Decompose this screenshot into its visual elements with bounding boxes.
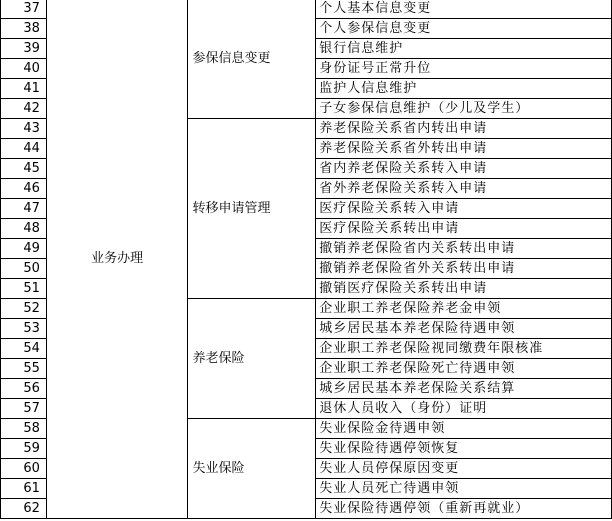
item-cell: 身份证号正常升位 — [316, 59, 612, 79]
item-cell: 城乡居民基本养老保险待遇申领 — [316, 319, 612, 339]
item-cell: 监护人信息维护 — [316, 79, 612, 99]
row-number: 45 — [1, 159, 47, 179]
row-number: 41 — [1, 79, 47, 99]
item-cell: 医疗保险关系转入申请 — [316, 199, 612, 219]
table-row — [1, 0, 612, 19]
item-cell: 企业职工养老保险视同缴费年限核准 — [316, 339, 612, 359]
row-number: 61 — [1, 479, 47, 499]
row-number: 50 — [1, 259, 47, 279]
row-number: 46 — [1, 179, 47, 199]
row-number: 54 — [1, 339, 47, 359]
row-number: 44 — [1, 139, 47, 159]
item-cell: 企业职工养老保险养老金申领 — [316, 299, 612, 319]
item-cell: 失业保险待遇停领恢复 — [316, 439, 612, 459]
row-number: 42 — [1, 99, 47, 119]
item-cell: 撤销养老保险省内关系转出申请 — [316, 239, 612, 259]
item-cell: 个人基本信息变更 — [316, 0, 612, 19]
item-cell: 养老保险关系省外转出申请 — [316, 139, 612, 159]
item-cell: 失业人员停保原因变更 — [316, 459, 612, 479]
row-number: 60 — [1, 459, 47, 479]
item-cell: 撤销医疗保险关系转出申请 — [316, 279, 612, 299]
item-cell: 失业保险金待遇申领 — [316, 419, 612, 439]
row-number: 52 — [1, 299, 47, 319]
item-cell: 撤销养老保险省外关系转出申请 — [316, 259, 612, 279]
item-cell: 省内养老保险关系转入申请 — [316, 159, 612, 179]
item-cell: 个人参保信息变更 — [316, 19, 612, 39]
item-cell: 失业人员死亡待遇申领 — [316, 479, 612, 499]
item-cell: 失业保险待遇停领（重新再就业） — [316, 499, 612, 519]
group-cell: 养老保险 — [188, 299, 316, 419]
row-number: 56 — [1, 379, 47, 399]
group-cell: 参保信息变更 — [188, 0, 316, 119]
item-cell: 退休人员收入（身份）证明 — [316, 399, 612, 419]
row-number: 55 — [1, 359, 47, 379]
group-cell: 失业保险 — [188, 419, 316, 519]
row-number: 47 — [1, 199, 47, 219]
item-cell: 企业职工养老保险死亡待遇申领 — [316, 359, 612, 379]
row-number: 58 — [1, 419, 47, 439]
row-number: 40 — [1, 59, 47, 79]
item-cell: 银行信息维护 — [316, 39, 612, 59]
row-number: 37 — [1, 0, 47, 19]
row-number: 59 — [1, 439, 47, 459]
row-number: 49 — [1, 239, 47, 259]
item-cell: 养老保险关系省内转出申请 — [316, 119, 612, 139]
row-number: 53 — [1, 319, 47, 339]
row-number: 39 — [1, 39, 47, 59]
group-cell: 转移申请管理 — [188, 119, 316, 299]
category-cell: 业务办理 — [46, 0, 188, 519]
item-cell: 子女参保信息维护（少儿及学生） — [316, 99, 612, 119]
row-number: 43 — [1, 119, 47, 139]
row-number: 57 — [1, 399, 47, 419]
item-cell: 城乡居民基本养老保险关系结算 — [316, 379, 612, 399]
row-number: 62 — [1, 499, 47, 519]
row-number: 48 — [1, 219, 47, 239]
row-number: 38 — [1, 19, 47, 39]
item-cell: 省外养老保险关系转入申请 — [316, 179, 612, 199]
row-number: 51 — [1, 279, 47, 299]
item-cell: 医疗保险关系转出申请 — [316, 219, 612, 239]
